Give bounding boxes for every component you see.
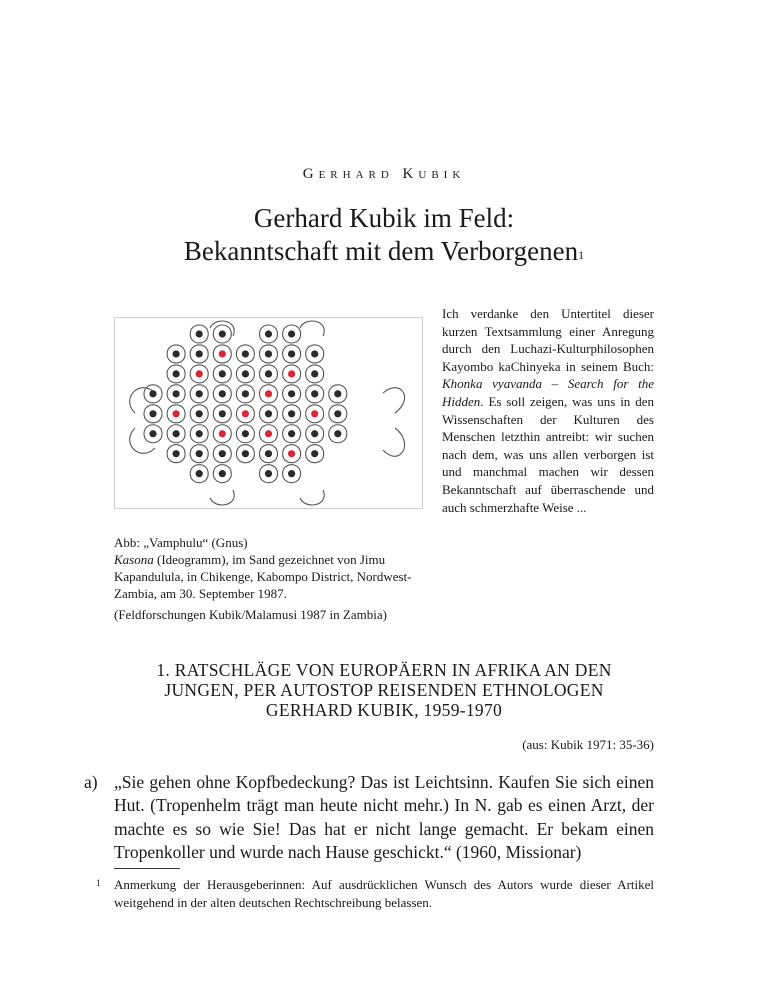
black-dot — [334, 430, 341, 437]
sona-swirl — [300, 490, 324, 505]
black-dot — [242, 430, 249, 437]
list-item-a — [84, 771, 654, 865]
red-dot — [288, 370, 295, 377]
red-dot — [219, 350, 226, 357]
sona-ideogram-figure — [114, 317, 423, 509]
article-title — [0, 202, 768, 268]
black-dot — [149, 430, 156, 437]
black-dot — [219, 410, 226, 417]
black-dot — [219, 450, 226, 457]
black-dot — [311, 390, 318, 397]
red-dot — [196, 370, 203, 377]
black-dot — [334, 410, 341, 417]
sona-swirl — [383, 388, 405, 413]
section-heading: 1. RATSCHLÄGE VON EUROPÄERN IN AFRIKA AN DEN JUNGEN, PER AUTOSTOP REISENDEN ETHNOLOGEN GERHARD KUBIK, 1959-1970 — [156, 660, 612, 720]
black-dot — [173, 350, 180, 357]
black-dot — [311, 350, 318, 357]
black-dot — [219, 330, 226, 337]
item-text: „Sie gehen ohne Kopfbedeckung? Das ist Leichtsinn. Kaufen Sie sich einen Hut. (Tropenhelm trägt man heute nicht mehr.) In N. gab es einen Arzt, der machte es so wie Sie! Das hat er nicht lange gemacht. Er bekam einen Tropenkoller und wurde nach Hause geschickt.“ (1960, Missionar) — [114, 772, 654, 863]
black-dot — [288, 410, 295, 417]
black-dot — [242, 350, 249, 357]
footnote-number: 1 — [96, 879, 101, 889]
black-dot — [219, 470, 226, 477]
black-dot — [196, 470, 203, 477]
black-dot — [242, 370, 249, 377]
red-dot — [219, 430, 226, 437]
footnote — [84, 876, 654, 912]
red-dot — [311, 410, 318, 417]
intro-paragraph: Ich verdanke den Untertitel dieser kurzen Textsammlung einer Anregung durch den Luchazi-Kulturphilosophen Kayombo kaChinyeka in seinem Buch: Khonka vyavanda – Search for the Hidden. Es soll zeigen, was uns in den Wissenschaften der Kulturen des Menschen letzthin antreibt: wir suchen nach dem, was uns allen verborgen ist und manchmal machen wir dessen Bekanntschaft auf überraschende und auch schmerzhafte Weise ... — [442, 306, 654, 515]
black-dot — [196, 450, 203, 457]
black-dot — [288, 470, 295, 477]
black-dot — [265, 330, 272, 337]
source-citation: (aus: Kubik 1971: 35-36) — [522, 737, 654, 752]
sona-drawing — [115, 318, 422, 508]
sona-swirl — [383, 428, 405, 456]
black-dot — [288, 330, 295, 337]
black-dot — [196, 430, 203, 437]
black-dot — [219, 390, 226, 397]
title-line-1: Gerhard Kubik im Feld: — [253, 203, 515, 233]
black-dot — [242, 450, 249, 457]
footnote-divider — [114, 868, 180, 869]
black-dot — [265, 350, 272, 357]
red-dot — [242, 410, 249, 417]
black-dot — [265, 470, 272, 477]
sona-swirl — [210, 490, 234, 505]
item-label: a) — [84, 772, 98, 792]
black-dot — [288, 430, 295, 437]
black-dot — [173, 370, 180, 377]
black-dot — [265, 370, 272, 377]
red-dot — [265, 430, 272, 437]
black-dot — [196, 390, 203, 397]
black-dot — [173, 430, 180, 437]
caption-credit: (Feldforschungen Kubik/Malamusi 1987 in Zambia) — [114, 607, 387, 622]
black-dot — [196, 330, 203, 337]
red-dot — [288, 450, 295, 457]
black-dot — [149, 390, 156, 397]
black-dot — [173, 450, 180, 457]
red-dot — [265, 390, 272, 397]
author-name: Gerhard Kubik — [302, 166, 466, 182]
book-title: Khonka vyavanda – Search for the Hidden — [442, 376, 654, 409]
sona-swirl — [300, 321, 324, 336]
footnote-mark: 1 — [578, 248, 585, 262]
black-dot — [265, 450, 272, 457]
black-dot — [311, 370, 318, 377]
black-dot — [311, 430, 318, 437]
black-dot — [149, 410, 156, 417]
footnote-text: Anmerkung der Herausgeberinnen: Auf ausdrücklichen Wunsch des Autors wurde dieser Artikel weitgehend in der alten deutschen Rechtschreibung belassen. — [114, 877, 654, 910]
caption-title: Abb: „Vamphulu“ (Gnus) — [114, 535, 248, 550]
black-dot — [219, 370, 226, 377]
black-dot — [196, 350, 203, 357]
figure-caption — [114, 534, 414, 623]
title-line-2: Bekanntschaft mit dem Verborgenen$^1$ — [183, 236, 585, 266]
black-dot — [242, 390, 249, 397]
black-dot — [311, 450, 318, 457]
black-dot — [288, 390, 295, 397]
black-dot — [334, 390, 341, 397]
black-dot — [265, 410, 272, 417]
black-dot — [173, 390, 180, 397]
black-dot — [196, 410, 203, 417]
black-dot — [288, 350, 295, 357]
red-dot — [173, 410, 180, 417]
caption-description: Kasona (Ideogramm), im Sand gezeichnet von Jimu Kapandulula, in Chikenge, Kabompo District, Nordwest-Zambia, am 30. September 1987. — [114, 552, 412, 601]
